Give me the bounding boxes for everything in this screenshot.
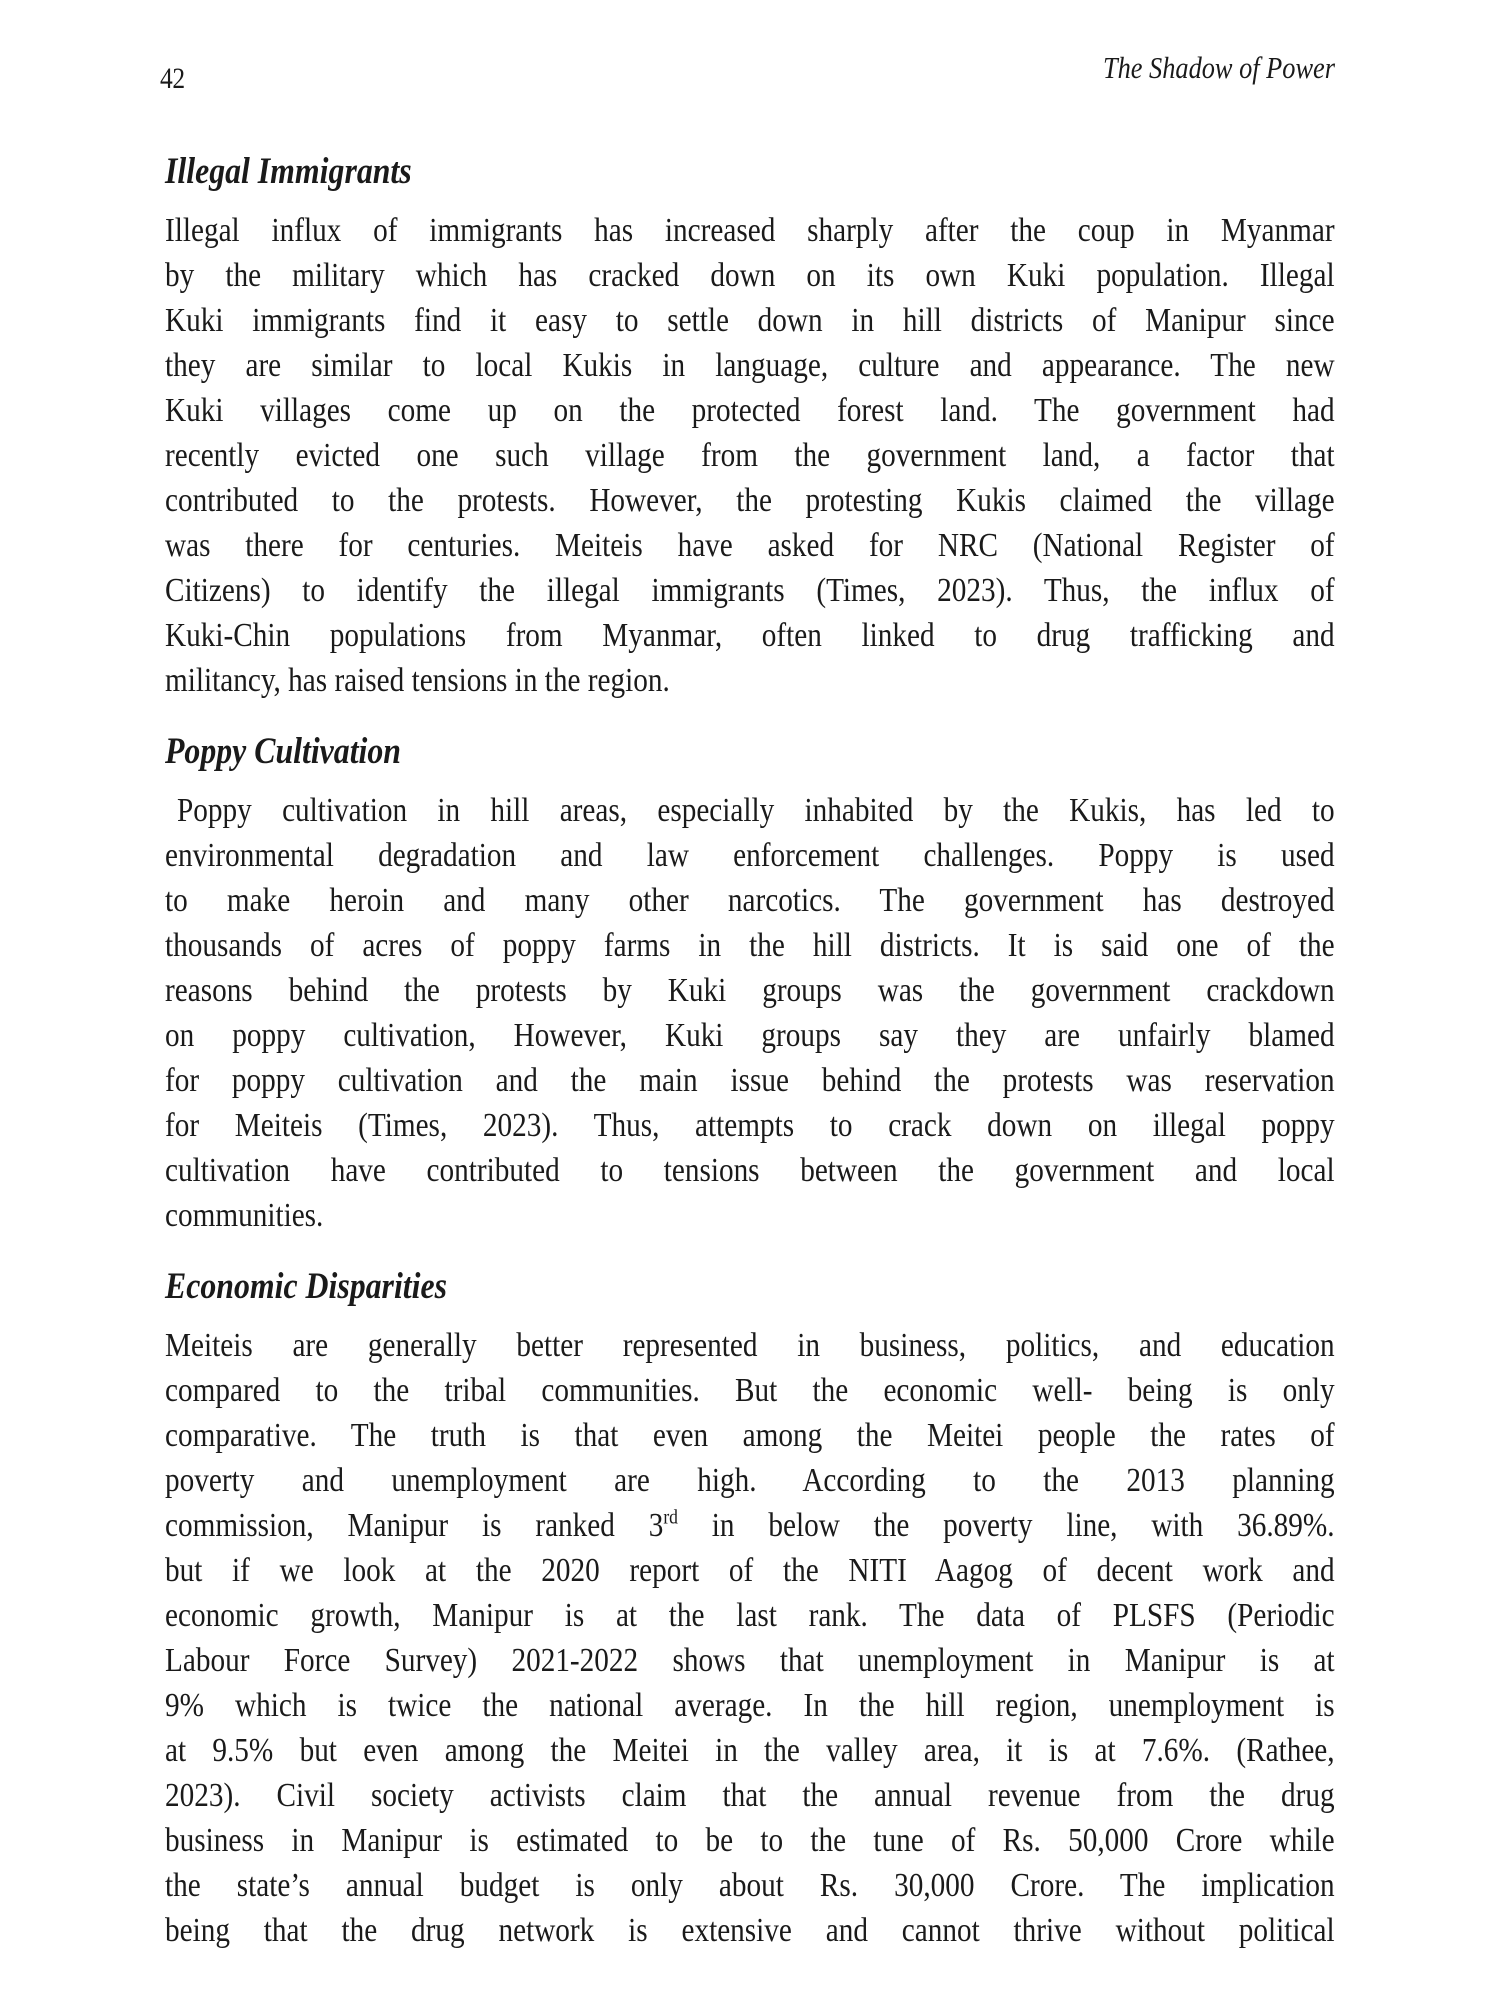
section-economic-disparities <box>165 1265 1335 1953</box>
text-line: Kuki immigrants find it easy to settle down in hill districts of Manipur since <box>165 302 1335 339</box>
text-line: militancy, has raised tensions in the region. <box>165 662 670 699</box>
text-line: 9% which is twice the national average. In the hill region, unemployment is <box>165 1687 1335 1724</box>
text-line: poverty and unemployment are high. According to the 2013 planning <box>165 1462 1335 1499</box>
section-heading: Poppy Cultivation <box>165 731 402 772</box>
text-line: to make heroin and many other narcotics. The government has destroyed <box>165 882 1335 919</box>
section-heading: Economic Disparities <box>165 1266 447 1307</box>
text-line: Citizens) to identify the illegal immigrants (Times, 2023). Thus, the influx of <box>165 572 1335 609</box>
text-fragment: commission, Manipur is ranked 3 <box>165 1507 664 1544</box>
text-line: 2023). Civil society activists claim that the annual revenue from the drug <box>165 1777 1335 1814</box>
text-line: recently evicted one such village from the government land, a factor that <box>165 437 1335 474</box>
text-line: thousands of acres of poppy farms in the hill districts. It is said one of the <box>165 927 1335 964</box>
text-line: reasons behind the protests by Kuki groups was the government crackdown <box>165 972 1335 1009</box>
text-line: Labour Force Survey) 2021-2022 shows that unemployment in Manipur is at <box>165 1642 1335 1679</box>
text-line: cultivation have contributed to tensions between the government and local <box>165 1152 1335 1189</box>
text-line: environmental degradation and law enforcement challenges. Poppy is used <box>165 837 1335 874</box>
text-line: by the military which has cracked down on its own Kuki population. Illegal <box>165 257 1335 294</box>
text-line: economic growth, Manipur is at the last rank. The data of PLSFS (Periodic <box>165 1597 1335 1634</box>
text-line: was there for centuries. Meiteis have asked for NRC (National Register of <box>165 527 1335 564</box>
page-number: 42 <box>160 62 185 95</box>
text-line: Meiteis are generally better represented in business, politics, and education <box>165 1327 1335 1364</box>
paragraph <box>165 1323 1335 1953</box>
section-poppy-cultivation <box>165 730 1335 1238</box>
paragraph <box>165 208 1335 703</box>
text-line: contributed to the protests. However, the protesting Kukis claimed the village <box>165 482 1335 519</box>
text-fragment: in below the poverty line, with 36.89%. <box>677 1507 1335 1544</box>
text-line: Poppy cultivation in hill areas, especially inhabited by the Kukis, has led to <box>177 792 1335 829</box>
text-line: compared to the tribal communities. But the economic well- being is only <box>165 1372 1335 1409</box>
text-line: at 9.5% but even among the Meitei in the valley area, it is at 7.6%. (Rathee, <box>165 1732 1335 1769</box>
section-heading: Illegal Immigrants <box>165 151 412 192</box>
ordinal-superscript: rd <box>663 1506 678 1529</box>
text-line: for Meiteis (Times, 2023). Thus, attempts to crack down on illegal poppy <box>165 1107 1335 1144</box>
text-line: for poppy cultivation and the main issue behind the protests was reservation <box>165 1062 1335 1099</box>
text-line: but if we look at the 2020 report of the NITI Aagog of decent work and <box>165 1552 1335 1589</box>
text-line: the state’s annual budget is only about Rs. 30,000 Crore. The implication <box>165 1867 1335 1904</box>
text-line: Illegal influx of immigrants has increased sharply after the coup in Myanmar <box>165 212 1335 249</box>
text-line: they are similar to local Kukis in language, culture and appearance. The new <box>165 347 1335 384</box>
text-line: comparative. The truth is that even among the Meitei people the rates of <box>165 1417 1335 1454</box>
section-illegal-immigrants <box>165 150 1335 703</box>
text-line: business in Manipur is estimated to be to the tune of Rs. 50,000 Crore while <box>165 1822 1335 1859</box>
text-line: communities. <box>165 1197 324 1234</box>
text-line-with-superscript <box>165 1503 1335 1548</box>
text-line: being that the drug network is extensive and cannot thrive without political <box>165 1912 1335 1949</box>
text-line: Kuki-Chin populations from Myanmar, often linked to drug trafficking and <box>165 617 1335 654</box>
paragraph <box>165 788 1335 1238</box>
running-header-title: The Shadow of Power <box>1102 50 1335 85</box>
text-line: Kuki villages come up on the protected forest land. The government had <box>165 392 1335 429</box>
text-line: on poppy cultivation, However, Kuki groups say they are unfairly blamed <box>165 1017 1335 1054</box>
